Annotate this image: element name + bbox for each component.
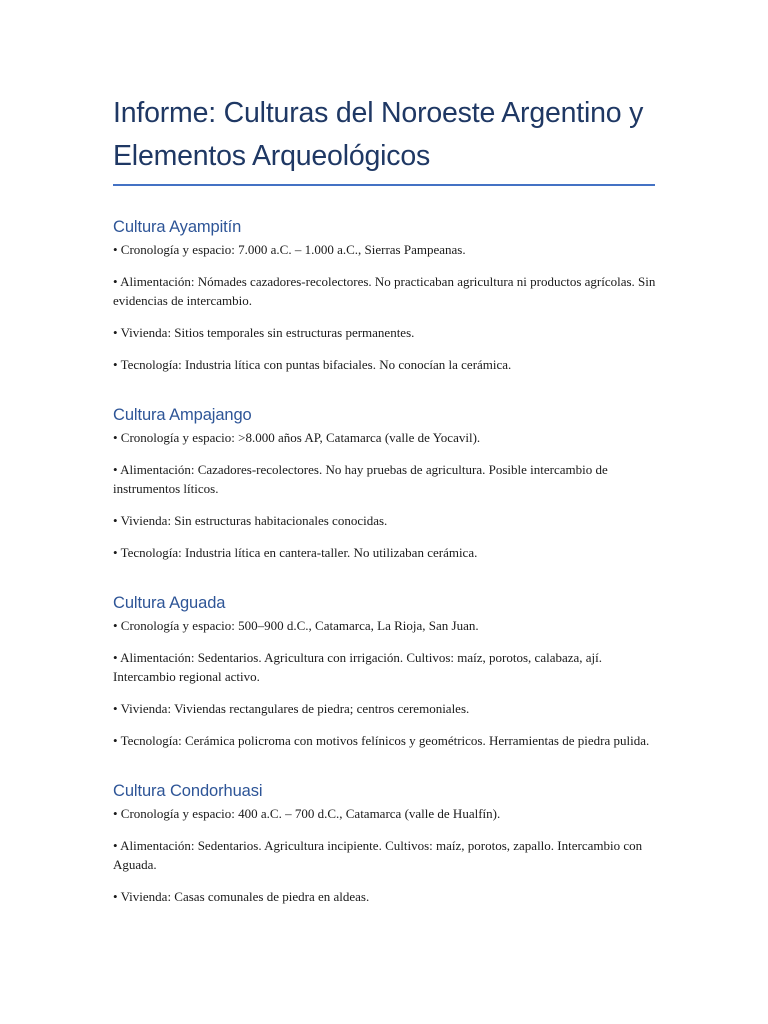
section-aguada: [113, 592, 658, 750]
section-item: • Tecnología: Industria lítica en cantera-taller. No utilizaban cerámica.: [113, 545, 478, 560]
section-heading: Cultura Ayampitín: [113, 218, 242, 236]
section-ayampitin: [113, 216, 658, 374]
section-item: • Alimentación: Sedentarios. Agricultura incipiente. Cultivos: maíz, porotos, zapallo. Intercambio con Aguada.: [113, 838, 643, 872]
section-item: • Vivienda: Casas comunales de piedra en aldeas.: [113, 889, 370, 904]
section-item: • Cronología y espacio: 500–900 d.C., Catamarca, La Rioja, San Juan.: [113, 618, 479, 633]
section-ampajango: [113, 404, 658, 562]
section-item: • Tecnología: Cerámica policroma con motivos felínicos y geométricos. Herramientas de piedra pulida.: [113, 733, 650, 748]
section-item: • Alimentación: Cazadores-recolectores. No hay pruebas de agricultura. Posible intercambio de instrumentos líticos.: [113, 462, 608, 496]
section-item: • Vivienda: Viviendas rectangulares de piedra; centros ceremoniales.: [113, 701, 470, 716]
section-item: • Cronología y espacio: 400 a.C. – 700 d.C., Catamarca (valle de Hualfín).: [113, 806, 501, 821]
section-item: • Vivienda: Sitios temporales sin estructuras permanentes.: [113, 325, 415, 340]
section-item: • Alimentación: Nómades cazadores-recolectores. No practicaban agricultura ni productos agrícolas. Sin evidencias de intercambio.: [113, 274, 656, 308]
section-item: • Vivienda: Sin estructuras habitacionales conocidas.: [113, 513, 388, 528]
section-item: • Tecnología: Industria lítica con puntas bifaciales. No conocían la cerámica.: [113, 357, 512, 372]
document-page: [113, 92, 658, 906]
section-heading: Cultura Ampajango: [113, 406, 252, 424]
section-item: • Alimentación: Sedentarios. Agricultura con irrigación. Cultivos: maíz, porotos, calabaza, ají. Intercambio regional activo.: [113, 650, 603, 684]
title-divider: [113, 184, 655, 186]
section-condorhuasi: [113, 780, 658, 906]
section-item: • Cronología y espacio: 7.000 a.C. – 1.000 a.C., Sierras Pampeanas.: [113, 242, 466, 257]
section-heading: Cultura Condorhuasi: [113, 782, 263, 800]
document-title: Informe: Culturas del Noroeste Argentino y Elementos Arqueológicos: [113, 97, 644, 172]
section-heading: Cultura Aguada: [113, 594, 226, 612]
section-item: • Cronología y espacio: >8.000 años AP, Catamarca (valle de Yocavil).: [113, 430, 481, 445]
